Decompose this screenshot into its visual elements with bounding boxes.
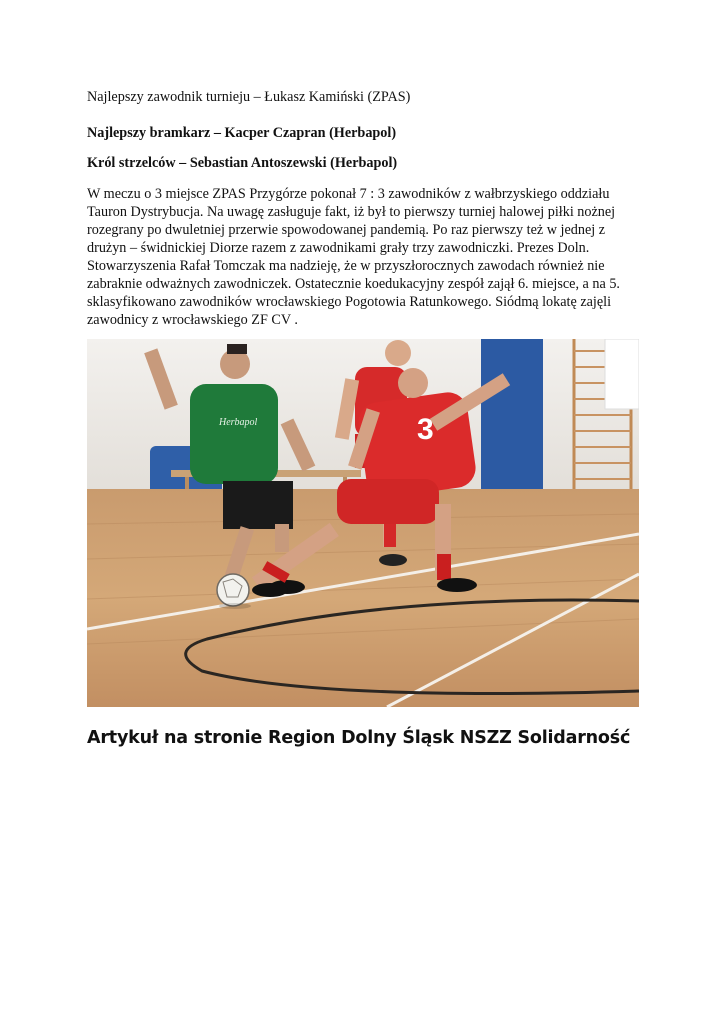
article-line: drużyn – świdnickiej Diorze razem z zawodnikami grały trzy zawodniczki. Prezes Doln. <box>87 240 590 256</box>
article-line: Tauron Dystrybucja. Na uwagę zasługuje fakt, iż był to pierwszy turniej halowej piłki nożnej <box>87 204 616 220</box>
article-line: W meczu o 3 miejsce ZPAS Przygórze pokonał 7 : 3 zawodników z wałbrzyskiego oddziału <box>87 186 610 202</box>
article-link-heading[interactable]: Artykuł na stronie Region Dolny Śląsk NSZZ Solidarność <box>87 728 631 748</box>
article-line: sklasyfikowano zawodników wrocławskiego Pogotowia Ratunkowego. Siódmą lokatę zajęli <box>87 294 612 310</box>
article-paragraph <box>87 185 647 329</box>
article-line: zabraknie odważnych zawodniczek. Ostatecznie koedukacyjny zespół zajął 6. miejsce, a na 5. <box>87 276 620 292</box>
article-line: Stowarzyszenia Rafał Tomczak ma nadzieję, że w przyszłorocznych zawodach również nie <box>87 258 605 274</box>
article-line: rozegrany po dwuletniej przerwie spowodowanej pandemią. Po raz pierwszy też w jednej z <box>87 222 606 238</box>
best-goalkeeper-line: Najlepszy bramkarz – Kacper Czapran (Herbapol) <box>87 125 397 141</box>
futsal-match-photo <box>87 339 639 707</box>
jersey-number: 3 <box>417 413 434 446</box>
best-player-line: Najlepszy zawodnik turnieju – Łukasz Kamiński (ZPAS) <box>87 89 411 105</box>
top-scorer-line: Król strzelców – Sebastian Antoszewski (Herbapol) <box>87 155 398 171</box>
article-line: zawodnicy z wrocławskiego ZF CV . <box>87 312 298 328</box>
shirt-text: Herbapol <box>219 417 258 428</box>
